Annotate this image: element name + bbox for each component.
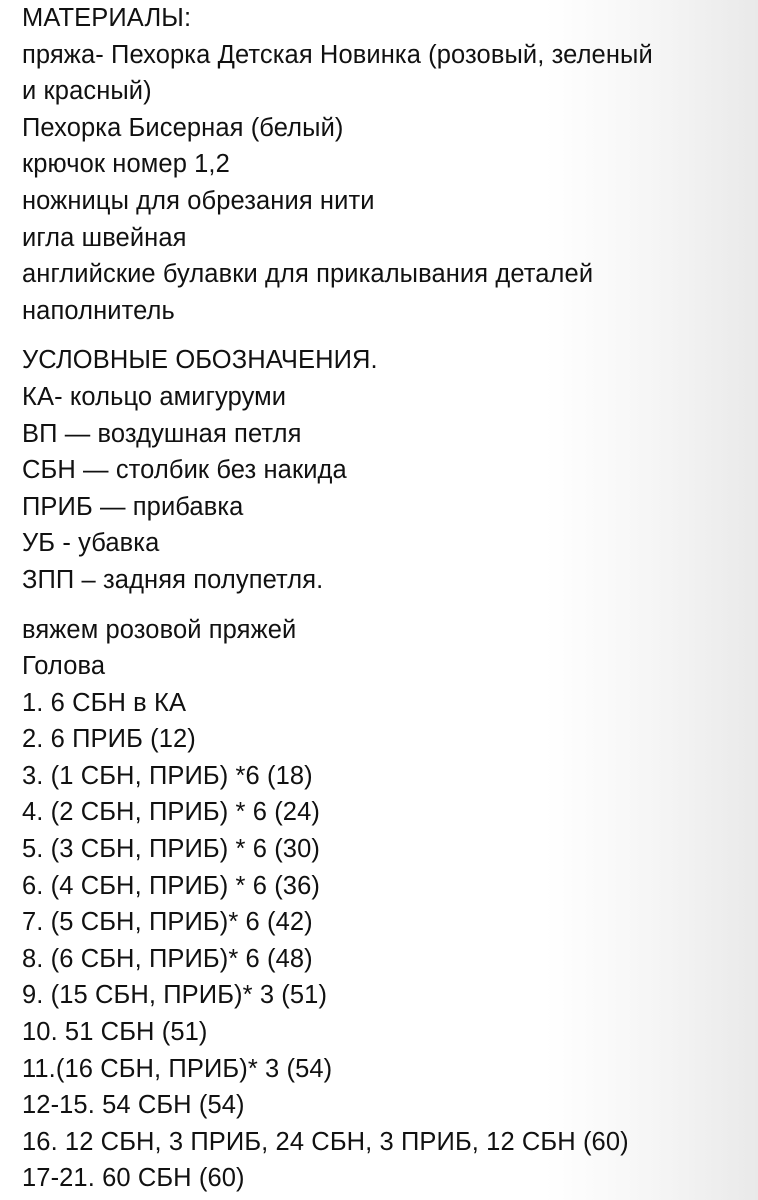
pattern-row: 3. (1 СБН, ПРИБ) *6 (18) <box>22 761 313 790</box>
pattern-row: 16. 12 СБН, 3 ПРИБ, 24 СБН, 3 ПРИБ, 12 СБН (60) <box>22 1127 629 1156</box>
pattern-row: 10. 51 СБН (51) <box>22 1018 208 1047</box>
materials-item: английские булавки для прикалывания деталей <box>22 260 594 289</box>
paragraph-gap <box>22 329 752 342</box>
materials-item: Пехорка Бисерная (белый) <box>22 113 344 142</box>
materials-item: и красный) <box>22 77 152 106</box>
paragraph-gap <box>22 599 752 612</box>
pattern-section <box>22 612 752 1198</box>
pattern-row: 12-15. 54 СБН (54) <box>22 1091 245 1120</box>
legend-item: КА- кольцо амигуруми <box>22 382 287 411</box>
materials-section <box>22 0 752 329</box>
materials-item: крючок номер 1,2 <box>22 150 230 179</box>
materials-heading: МАТЕРИАЛЫ: <box>22 4 192 32</box>
pattern-row: 17-21. 60 СБН (60) <box>22 1164 245 1193</box>
pattern-row: 2. 6 ПРИБ (12) <box>22 725 196 754</box>
legend-item: СБН — столбик без накида <box>22 456 347 485</box>
pattern-row: 1. 6 СБН в КА <box>22 688 187 717</box>
pattern-row: 11.(16 СБН, ПРИБ)* 3 (54) <box>22 1054 333 1083</box>
pattern-row: 9. (15 СБН, ПРИБ)* 3 (51) <box>22 981 328 1010</box>
materials-item: наполнитель <box>22 296 175 325</box>
note-text <box>22 0 752 1197</box>
pattern-row: 5. (3 СБН, ПРИБ) * 6 (30) <box>22 835 320 864</box>
pattern-row: 7. (5 СБН, ПРИБ)* 6 (42) <box>22 908 313 937</box>
pattern-row: 6. (4 СБН, ПРИБ) * 6 (36) <box>22 871 320 900</box>
legend-item: ПРИБ — прибавка <box>22 492 244 521</box>
legend-item: ВП — воздушная петля <box>22 419 302 448</box>
legend-section <box>22 342 752 598</box>
legend-item: УБ - убавка <box>22 529 160 558</box>
pattern-row: 4. (2 СБН, ПРИБ) * 6 (24) <box>22 798 320 827</box>
materials-item: ножницы для обрезания нити <box>22 186 375 215</box>
materials-item: пряжа- Пехорка Детская Новинка (розовый, зеленый <box>22 40 653 69</box>
part-title: Голова <box>22 652 106 681</box>
materials-item: игла швейная <box>22 223 187 252</box>
legend-item: ЗПП – задняя полупетля. <box>22 565 324 594</box>
pattern-row: 8. (6 СБН, ПРИБ)* 6 (48) <box>22 944 313 973</box>
pattern-intro: вяжем розовой пряжей <box>22 615 297 644</box>
legend-heading: УСЛОВНЫЕ ОБОЗНАЧЕНИЯ. <box>22 346 378 375</box>
